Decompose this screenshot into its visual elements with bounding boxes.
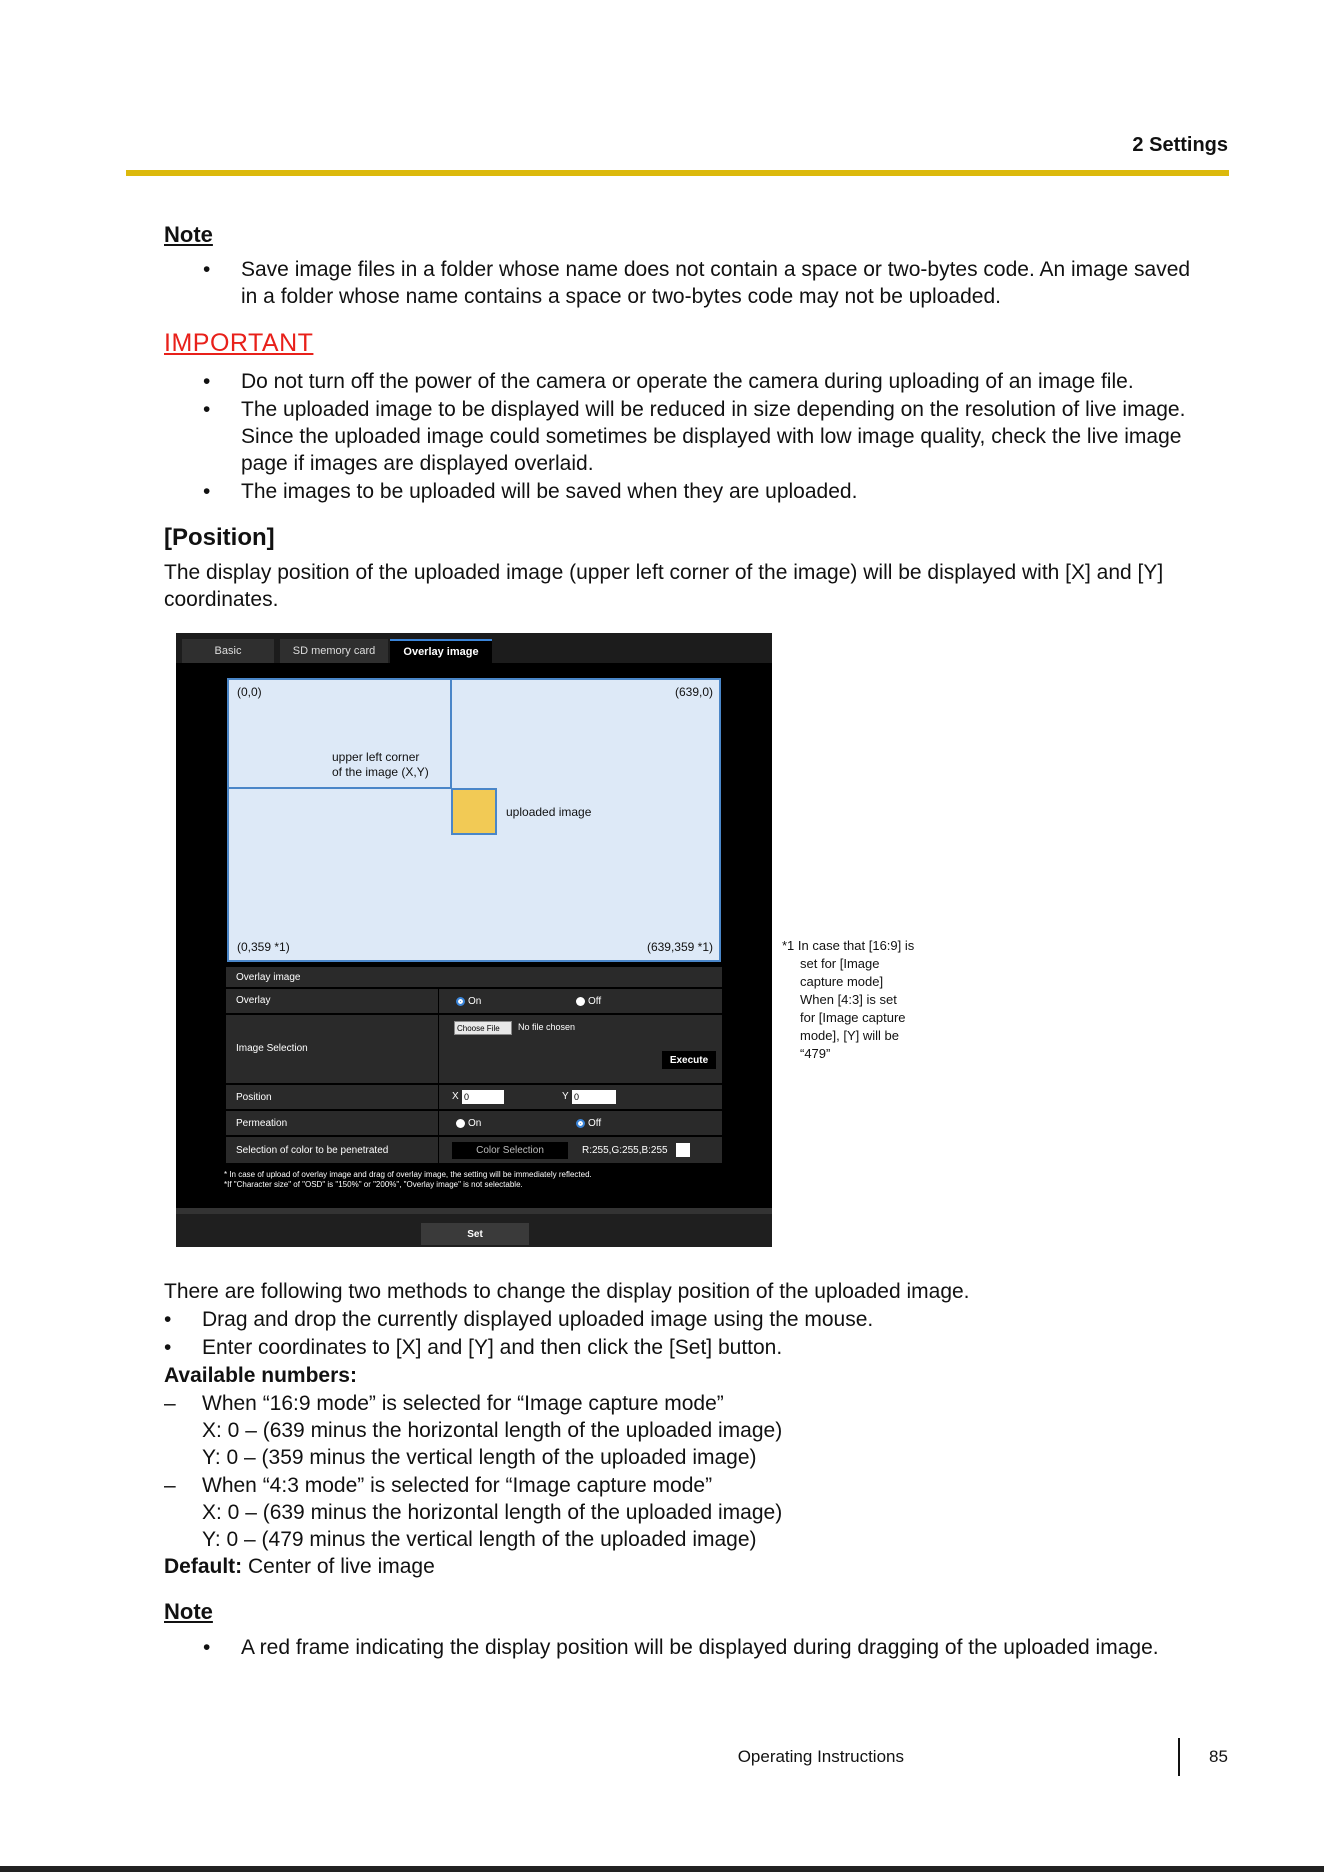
live-preview xyxy=(227,678,721,962)
overlay-on-radio[interactable] xyxy=(456,997,465,1006)
bullet: • xyxy=(203,258,211,281)
y-label: Y xyxy=(562,1091,569,1102)
side-note-line: When [4:3] is set xyxy=(800,992,897,1007)
bullet: • xyxy=(164,1308,172,1331)
permeation-label: Permeation xyxy=(236,1118,288,1129)
uploaded-image-box[interactable] xyxy=(451,788,497,835)
side-note-line: set for [Image xyxy=(800,956,880,971)
image-selection-row xyxy=(226,1015,722,1083)
note-text: A red frame indicating the display position will be displayed during dragging of the uploaded image. xyxy=(241,1636,1159,1659)
dash: – xyxy=(164,1392,176,1415)
color-label: Selection of color to be penetrated xyxy=(236,1145,389,1156)
position-heading: [Position] xyxy=(164,524,275,551)
tab-bar xyxy=(176,633,772,663)
permeation-row xyxy=(226,1111,722,1135)
bullet: • xyxy=(203,370,211,393)
x-input[interactable]: 0 xyxy=(462,1090,504,1104)
footer-label: Operating Instructions xyxy=(737,1747,904,1766)
set-bar xyxy=(176,1208,772,1247)
row-separator xyxy=(438,1015,439,1083)
image-selection-label: Image Selection xyxy=(236,1043,308,1054)
uploaded-image-label: uploaded image xyxy=(506,805,592,819)
y-input[interactable]: 0 xyxy=(572,1090,616,1104)
side-note-line: capture mode] xyxy=(800,974,884,989)
guide-horizontal-line xyxy=(229,787,451,789)
important-text: page if images are displayed overlaid. xyxy=(241,452,594,475)
form-footnote-1: * In case of upload of overlay image and drag of overlay image, the setting will be immediately reflected. xyxy=(224,1170,592,1179)
corner-label-line2: of the image (X,Y) xyxy=(332,765,429,779)
position-label: Position xyxy=(236,1092,272,1103)
overlay-label: Overlay xyxy=(236,995,271,1006)
color-selection-row xyxy=(226,1137,722,1163)
available-heading: Available numbers: xyxy=(164,1364,357,1387)
available-text: When “16:9 mode” is selected for “Image capture mode” xyxy=(202,1392,724,1415)
footer-divider xyxy=(1178,1738,1180,1776)
tab-basic[interactable]: Basic xyxy=(182,639,274,663)
important-text: The uploaded image to be displayed will be reduced in size depending on the resolution of live image. xyxy=(241,398,1186,421)
methods-intro: There are following two methods to change the display position of the uploaded image. xyxy=(164,1280,970,1303)
position-row xyxy=(226,1085,722,1109)
overlay-off-label: Off xyxy=(588,996,602,1007)
color-value: R:255,G:255,B:255 xyxy=(582,1145,668,1156)
coord-top-left: (0,0) xyxy=(237,685,262,699)
bullet: • xyxy=(203,1636,211,1659)
settings-screenshot xyxy=(176,633,772,1247)
important-text: Do not turn off the power of the camera or operate the camera during uploading of an image file. xyxy=(241,370,1134,393)
choose-file-button[interactable]: Choose File xyxy=(454,1021,512,1035)
overlay-on-label: On xyxy=(468,996,482,1007)
important-heading: IMPORTANT xyxy=(164,329,314,357)
permeation-on-label: On xyxy=(468,1118,482,1129)
side-footnote xyxy=(782,937,952,1063)
note-text-line1: Save image files in a folder whose name does not contain a space or two-bytes code. An image saved xyxy=(241,258,1191,281)
available-text: When “4:3 mode” is selected for “Image capture mode” xyxy=(202,1474,713,1497)
section-header: 2 Settings xyxy=(1132,134,1228,156)
header-rule xyxy=(126,170,1229,176)
available-y-range: Y: 0 – (359 minus the vertical length of the uploaded image) xyxy=(202,1446,757,1469)
corner-label xyxy=(332,750,429,780)
row-separator xyxy=(438,989,439,1013)
coord-top-right: (639,0) xyxy=(674,685,713,699)
no-file-chosen: No file chosen xyxy=(518,1022,576,1032)
position-desc-line1: The display position of the uploaded image (upper left corner of the image) will be displayed with [X] and [Y] xyxy=(164,561,1164,584)
bullet: • xyxy=(203,480,211,503)
note-text-line2: in a folder whose name contains a space or two-bytes code may not be uploaded. xyxy=(241,285,1001,308)
form-footnote-2: *If "Character size" of "OSD" is "150%" or "200%", "Overlay image" is not selectable. xyxy=(224,1180,523,1189)
form-section-header xyxy=(226,967,722,987)
position-desc-line2: coordinates. xyxy=(164,588,279,611)
row-separator xyxy=(438,1137,439,1163)
side-note-line: *1 In case that [16:9] is xyxy=(782,938,915,953)
default-line xyxy=(164,1553,435,1580)
method-text: Drag and drop the currently displayed uploaded image using the mouse. xyxy=(202,1308,874,1331)
dash: – xyxy=(164,1474,176,1497)
guide-vertical-line xyxy=(450,680,452,788)
tab-sd-memory-card[interactable]: SD memory card xyxy=(280,639,388,663)
permeation-off-label: Off xyxy=(588,1118,602,1129)
default-value: Center of live image xyxy=(242,1555,435,1578)
method-text: Enter coordinates to [X] and [Y] and then click the [Set] button. xyxy=(202,1336,783,1359)
execute-button[interactable]: Execute xyxy=(662,1051,716,1069)
set-button[interactable]: Set xyxy=(421,1223,529,1245)
row-separator xyxy=(438,1085,439,1109)
available-y-range: Y: 0 – (479 minus the vertical length of the uploaded image) xyxy=(202,1528,757,1551)
side-note-line: for [Image capture xyxy=(800,1010,906,1025)
coord-bottom-right: (639,359 *1) xyxy=(646,940,713,954)
tab-overlay-image[interactable]: Overlay image xyxy=(390,639,492,663)
overlay-off-radio[interactable] xyxy=(576,997,585,1006)
color-swatch[interactable] xyxy=(676,1143,690,1157)
bottom-rule xyxy=(0,1866,1324,1872)
overlay-row xyxy=(226,989,722,1013)
default-label: Default: xyxy=(164,1555,243,1578)
note-heading: Note xyxy=(164,1599,213,1624)
form-section-title: Overlay image xyxy=(236,972,301,983)
color-selection-button[interactable]: Color Selection xyxy=(452,1142,568,1159)
bullet: • xyxy=(164,1336,172,1359)
side-note-line: mode], [Y] will be xyxy=(800,1028,899,1043)
corner-label-line1: upper left corner xyxy=(332,750,420,764)
page-number: 85 xyxy=(1209,1747,1228,1766)
permeation-off-radio[interactable] xyxy=(576,1119,585,1128)
available-x-range: X: 0 – (639 minus the horizontal length of the uploaded image) xyxy=(202,1501,783,1524)
important-text: The images to be uploaded will be saved when they are uploaded. xyxy=(241,480,858,503)
important-text: Since the uploaded image could sometimes be displayed with low image quality, check the live image xyxy=(241,425,1182,448)
available-x-range: X: 0 – (639 minus the horizontal length of the uploaded image) xyxy=(202,1419,783,1442)
row-separator xyxy=(438,1111,439,1135)
permeation-on-radio[interactable] xyxy=(456,1119,465,1128)
bullet: • xyxy=(203,398,211,421)
x-label: X xyxy=(452,1091,459,1102)
note-heading: Note xyxy=(164,222,213,247)
coord-bottom-left: (0,359 *1) xyxy=(237,940,290,954)
side-note-line: “479” xyxy=(800,1046,831,1061)
